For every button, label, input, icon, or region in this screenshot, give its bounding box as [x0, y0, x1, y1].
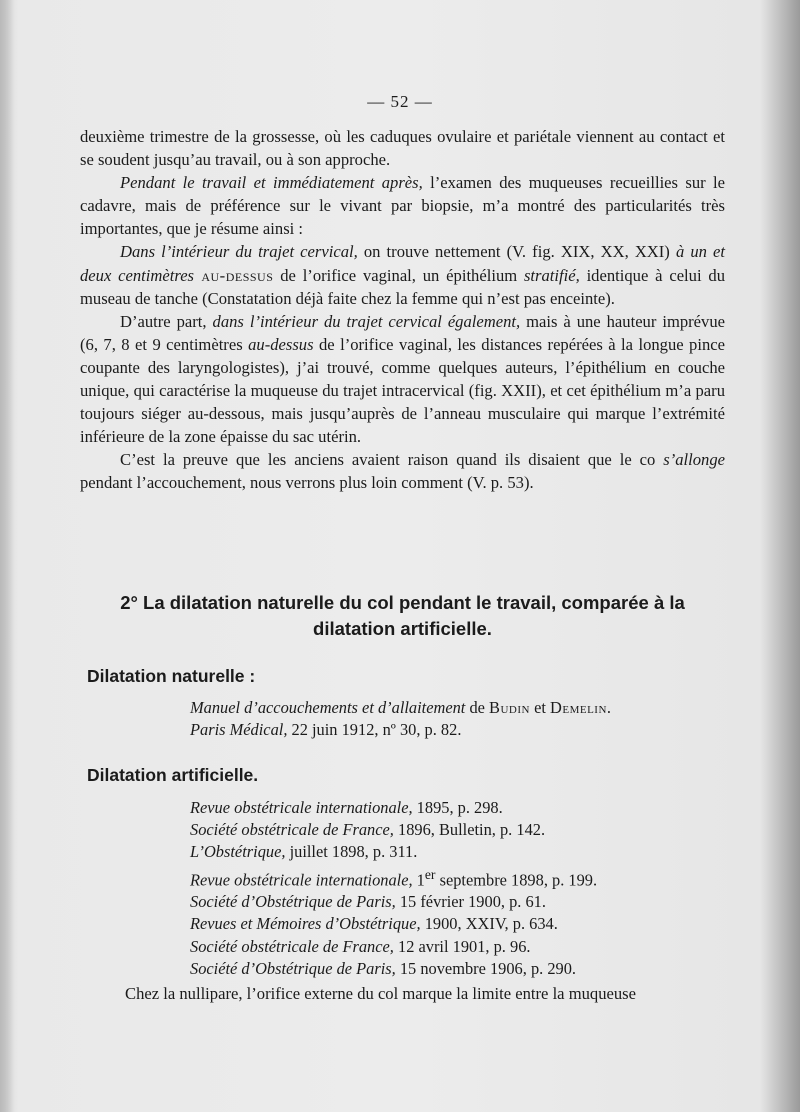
reference-details: juillet 1898, p. 311.	[285, 842, 418, 862]
paragraph-3-emphasis-2: à un et deux centimètres	[80, 242, 725, 285]
reference-details: 1895, p. 298.	[412, 798, 503, 817]
reference-details: 1900, XXIV, p. 634.	[420, 914, 558, 934]
paragraph-4-text-a: D’autre part,	[120, 311, 213, 331]
reference-title: Revue obstétricale internationale,	[190, 870, 413, 890]
reference-title: Société d’Obstétrique de Paris,	[190, 958, 396, 978]
paragraph-4-emphasis-1: dans l’intérieur du trajet cervical également,	[212, 311, 521, 331]
reference-item	[190, 719, 611, 741]
paragraph-1: deuxième trimestre de la grossesse, où les caduques ovulaire et pariétale viennent au contact et se soudent jusqu’au travail, ou à son approche.	[80, 127, 725, 170]
reference-details: 1896, Bulletin, p. 142.	[393, 820, 546, 840]
reference-details: 15 novembre 1906, p. 290.	[395, 958, 577, 978]
paragraph-3-emphasis-1: Dans l’intérieur du trajet cervical,	[120, 242, 358, 262]
reference-title: Manuel d’accouchements et d’allaitement	[190, 698, 466, 717]
natural-references	[190, 697, 611, 741]
paragraph-4	[80, 310, 725, 449]
paragraph-2-text: l’examen des muqueuses recueillies sur le cadavre, mais de préférence sur le vivant par biopsie, m’a montré des particularités très importantes, que je résume ainsi :	[80, 173, 725, 239]
reference-item	[190, 936, 597, 958]
paragraph-4-text-c: de l’orifice vaginal, les distances repérées à la longue pince coupante des laryngologistes), j’ai trouvé, comme quelques auteurs, l’épithélium en couche unique, qui caractérise la muqueuse du trajet intracervical (fig. XXII), et cet épithélium m’a paru toujours siéger au-dessous, mais jusqu’auprès de l’anneau musculaire qui marque l’extrémité inférieure de la zone épaisse du sac utérin.	[80, 334, 725, 447]
section-number: 2°	[120, 592, 138, 613]
natural-dilatation-title: Dilatation naturelle :	[87, 666, 256, 686]
reference-item: Manuel d’accouchements et d’allaitement de Budin et Demelin.	[190, 698, 612, 717]
reference-item	[190, 913, 597, 935]
reference-title: Revues et Mémoires d’Obstétrique,	[190, 914, 421, 934]
paragraph-2	[80, 171, 725, 240]
paragraph-5-text-b: pendant l’accouchement, nous verrons plus loin comment (V. p. 53).	[80, 473, 534, 493]
paragraph-5-text-a: C’est la preuve que les anciens avaient raison quand ils disaient que le co	[120, 450, 664, 470]
paragraph-3	[80, 240, 725, 309]
reference-item	[190, 841, 597, 863]
reference-item	[190, 891, 597, 913]
author-name: Demelin	[550, 698, 607, 717]
paragraph-2-emphasis: Pendant le travail et immédiatement après,	[120, 173, 423, 193]
section-heading-line-1	[80, 590, 725, 616]
reference-item: Revue obstétricale internationale, 1er septembre 1898, p. 199.	[190, 866, 598, 890]
section-heading-line-2: dilatation artificielle.	[313, 618, 492, 639]
author-name: Budin	[489, 698, 530, 717]
reference-title: Revue obstétricale internationale,	[190, 798, 413, 817]
section-heading	[80, 590, 725, 642]
reference-item	[190, 958, 597, 980]
reference-details: 22 juin 1912, nº 30, p. 82.	[287, 720, 462, 740]
reference-title: Société obstétricale de France,	[190, 820, 394, 840]
paragraph-5-emphasis: s’allonge	[663, 450, 725, 470]
reference-details: septembre 1898, p. 199.	[435, 870, 598, 890]
artificial-references	[190, 797, 597, 980]
final-line: Chez la nullipare, l’orifice externe du col marque la limite entre la muqueuse	[125, 984, 636, 1003]
reference-item	[190, 819, 597, 841]
paragraph-5	[80, 448, 725, 494]
reference-title: Société d’Obstétrique de Paris,	[190, 892, 396, 912]
body-text	[80, 125, 725, 495]
paragraph-4-text-b: mais à une hauteur imprévue (6, 7, 8 et 9 centimètres	[80, 311, 725, 354]
page-number: — 52 —	[367, 92, 433, 111]
paragraph-3-text-c: identique à celui du museau de tanche (Constatation déjà faite chez la femme qui n’est pas enceinte).	[80, 265, 725, 308]
paragraph-3-text-a: on trouve nettement (V. fig. XIX, XX, XXI)	[357, 242, 676, 262]
reference-item	[190, 797, 597, 819]
paragraph-3-emphasis-3: stratifié,	[523, 265, 580, 285]
paragraph-3-smallcaps: au-dessus	[194, 265, 274, 285]
reference-title: Paris Médical,	[190, 720, 288, 740]
reference-details: 12 avril 1901, p. 96.	[393, 936, 531, 956]
paragraph-4-emphasis-2: au-dessus	[248, 334, 314, 354]
reference-details: 15 février 1900, p. 61.	[395, 892, 546, 912]
reference-title: Société obstétricale de France,	[190, 936, 394, 956]
section-heading-text-1: La dilatation naturelle du col pendant le travail, comparée à la	[137, 592, 685, 613]
reference-title: L’Obstétrique,	[190, 842, 286, 862]
paragraph-3-text-b: de l’orifice vaginal, un épithélium	[273, 265, 524, 285]
artificial-dilatation-title: Dilatation artificielle.	[87, 765, 259, 785]
